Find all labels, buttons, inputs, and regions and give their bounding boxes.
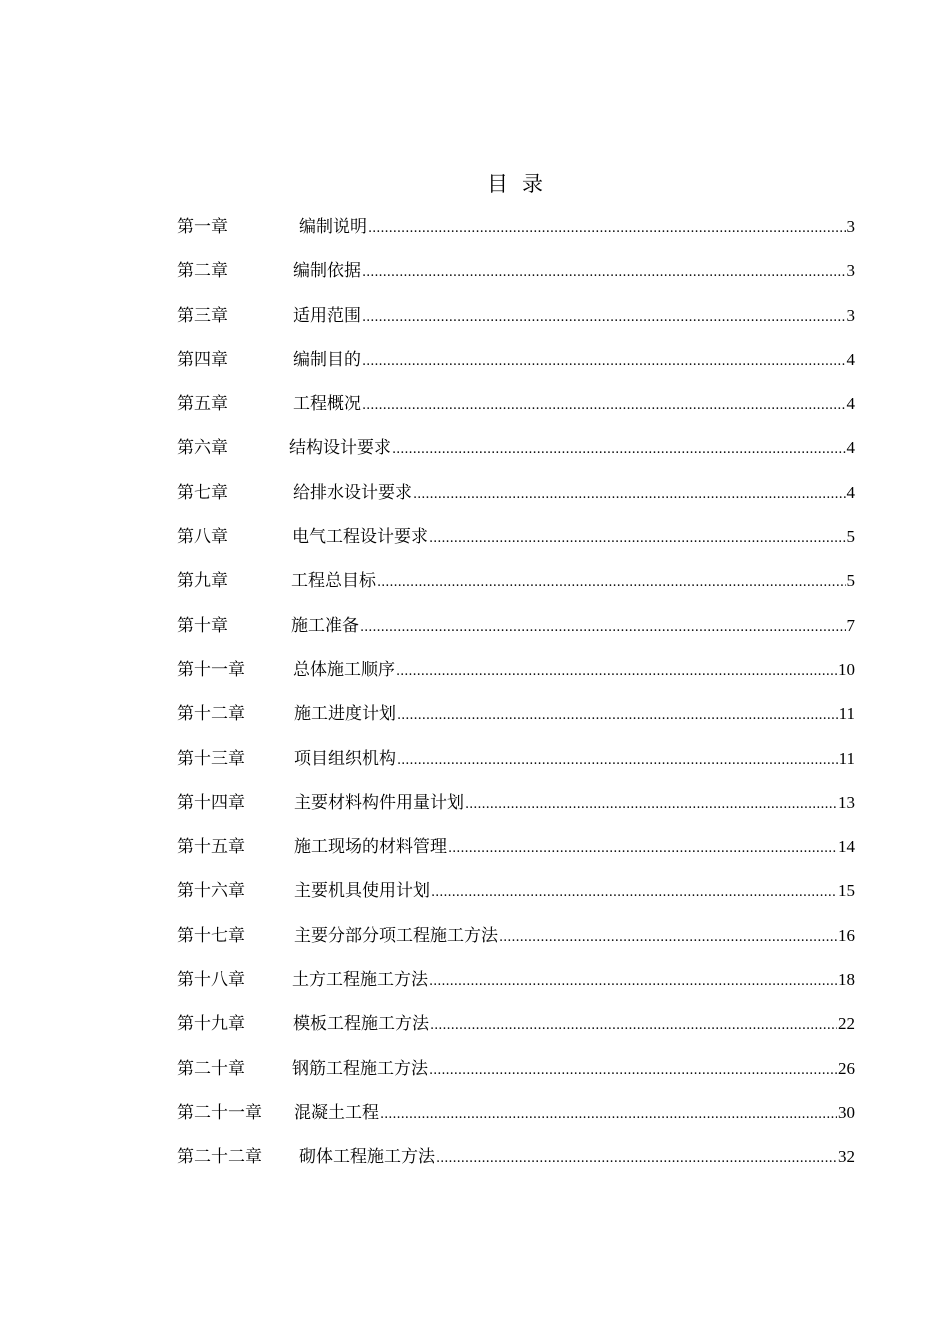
- toc-entry[interactable]: [177, 390, 855, 434]
- toc-chapter-number: 第十一章: [177, 659, 245, 680]
- toc-chapter-number: 第十八章: [177, 970, 245, 991]
- toc-chapter-title: 施工准备: [291, 615, 359, 636]
- toc-chapter-number: 第六章: [177, 438, 228, 459]
- table-of-contents: [177, 213, 855, 1188]
- dot-leader: [380, 1101, 837, 1129]
- toc-chapter-number: 第八章: [177, 527, 228, 548]
- toc-chapter-title: 编制目的: [293, 349, 361, 370]
- toc-page-number: 22: [838, 1014, 855, 1034]
- toc-entry[interactable]: [177, 1055, 855, 1099]
- toc-chapter-title: 编制依据: [293, 261, 361, 282]
- dot-leader: [413, 481, 846, 509]
- toc-page-number: 4: [846, 482, 855, 502]
- toc-page-number: 26: [838, 1058, 855, 1078]
- toc-chapter-title: 主要材料构件用量计划: [294, 792, 464, 813]
- toc-entry[interactable]: [177, 1143, 855, 1187]
- toc-chapter-title: 施工进度计划: [294, 704, 396, 725]
- toc-chapter-title: 结构设计要求: [289, 438, 391, 459]
- toc-page-number: 30: [838, 1102, 855, 1122]
- toc-page-number: 32: [838, 1147, 855, 1167]
- toc-chapter-title: 混凝土工程: [294, 1102, 379, 1123]
- toc-page-number: 10: [838, 659, 855, 679]
- toc-page-number: 15: [838, 881, 855, 901]
- dot-leader: [397, 702, 838, 730]
- dot-leader: [397, 747, 838, 775]
- toc-entry[interactable]: [177, 656, 855, 700]
- toc-chapter-title: 工程总目标: [291, 571, 376, 592]
- toc-heading: [0, 170, 950, 198]
- toc-chapter-number: 第二十一章: [177, 1102, 262, 1123]
- toc-chapter-title: 砌体工程施工方法: [299, 1147, 435, 1168]
- toc-chapter-number: 第五章: [177, 394, 228, 415]
- toc-page-number: 11: [838, 704, 855, 724]
- toc-entry[interactable]: [177, 922, 855, 966]
- toc-page-number: 4: [846, 438, 855, 458]
- toc-page-number: 5: [846, 571, 855, 591]
- toc-page-number: 16: [838, 925, 855, 945]
- toc-entry[interactable]: [177, 966, 855, 1010]
- dot-leader: [362, 304, 846, 332]
- toc-entry[interactable]: [177, 833, 855, 877]
- toc-entry[interactable]: [177, 257, 855, 301]
- toc-page-number: 4: [846, 394, 855, 414]
- toc-page-number: 13: [838, 792, 855, 812]
- dot-leader: [465, 791, 837, 819]
- toc-page-number: 18: [838, 970, 855, 990]
- toc-chapter-number: 第二十章: [177, 1058, 245, 1079]
- toc-chapter-title: 项目组织机构: [294, 748, 396, 769]
- dot-leader: [368, 215, 846, 243]
- dot-leader: [431, 879, 837, 907]
- toc-chapter-title: 土方工程施工方法: [292, 970, 428, 991]
- toc-chapter-title: 主要机具使用计划: [294, 881, 430, 902]
- toc-chapter-number: 第十章: [177, 615, 228, 636]
- toc-chapter-title: 钢筋工程施工方法: [292, 1058, 428, 1079]
- toc-entry[interactable]: [177, 700, 855, 744]
- dot-leader: [362, 259, 846, 287]
- toc-chapter-title: 适用范围: [293, 305, 361, 326]
- toc-entry[interactable]: [177, 346, 855, 390]
- toc-chapter-title: 编制说明: [299, 217, 367, 237]
- toc-page-number: 3: [846, 305, 855, 325]
- dot-leader: [392, 436, 846, 464]
- toc-chapter-number: 第三章: [177, 305, 228, 326]
- toc-chapter-number: 第十九章: [177, 1014, 245, 1035]
- toc-chapter-number: 第一章: [177, 217, 228, 237]
- toc-entry[interactable]: [177, 567, 855, 611]
- dot-leader: [429, 1057, 837, 1085]
- toc-chapter-number: 第十四章: [177, 792, 245, 813]
- toc-entry[interactable]: [177, 302, 855, 346]
- toc-heading-char-1: 目: [487, 172, 508, 196]
- dot-leader: [448, 835, 837, 863]
- dot-leader: [377, 569, 846, 597]
- toc-chapter-number: 第十七章: [177, 925, 245, 946]
- toc-entry[interactable]: [177, 789, 855, 833]
- toc-chapter-title: 模板工程施工方法: [293, 1014, 429, 1035]
- toc-chapter-title: 主要分部分项工程施工方法: [294, 925, 498, 946]
- dot-leader: [429, 968, 837, 996]
- dot-leader: [499, 924, 837, 952]
- toc-entry[interactable]: [177, 877, 855, 921]
- toc-heading-char-2: 录: [522, 172, 543, 196]
- toc-page-number: 14: [838, 837, 855, 857]
- toc-chapter-number: 第二章: [177, 261, 228, 282]
- toc-page-number: 3: [846, 217, 855, 236]
- toc-entry[interactable]: [177, 612, 855, 656]
- dot-leader: [362, 348, 846, 376]
- toc-chapter-number: 第九章: [177, 571, 228, 592]
- toc-chapter-title: 给排水设计要求: [293, 482, 412, 503]
- dot-leader: [396, 658, 837, 686]
- toc-page-number: 11: [838, 748, 855, 768]
- toc-chapter-number: 第十三章: [177, 748, 245, 769]
- toc-chapter-number: 第十六章: [177, 881, 245, 902]
- toc-entry[interactable]: [177, 1099, 855, 1143]
- toc-chapter-title: 施工现场的材料管理: [294, 837, 447, 858]
- toc-entry[interactable]: [177, 479, 855, 523]
- toc-page-number: 7: [846, 615, 855, 635]
- toc-entry[interactable]: [177, 213, 855, 257]
- dot-leader: [436, 1145, 837, 1173]
- dot-leader: [362, 392, 846, 420]
- toc-chapter-number: 第十五章: [177, 837, 245, 858]
- toc-chapter-title: 电气工程设计要求: [292, 527, 428, 548]
- dot-leader: [429, 525, 846, 553]
- toc-chapter-title: 总体施工顺序: [293, 659, 395, 680]
- toc-entry[interactable]: [177, 434, 855, 478]
- toc-chapter-number: 第二十二章: [177, 1147, 262, 1168]
- toc-entry[interactable]: [177, 523, 855, 567]
- toc-chapter-number: 第十二章: [177, 704, 245, 725]
- toc-page-number: 3: [846, 261, 855, 281]
- toc-entry[interactable]: [177, 1010, 855, 1054]
- toc-chapter-number: 第七章: [177, 482, 228, 503]
- toc-chapter-title: 工程概况: [293, 394, 361, 415]
- toc-entry[interactable]: [177, 745, 855, 789]
- dot-leader: [430, 1012, 837, 1040]
- toc-page-number: 5: [846, 527, 855, 547]
- toc-chapter-number: 第四章: [177, 349, 228, 370]
- toc-page-number: 4: [846, 349, 855, 369]
- dot-leader: [360, 614, 846, 642]
